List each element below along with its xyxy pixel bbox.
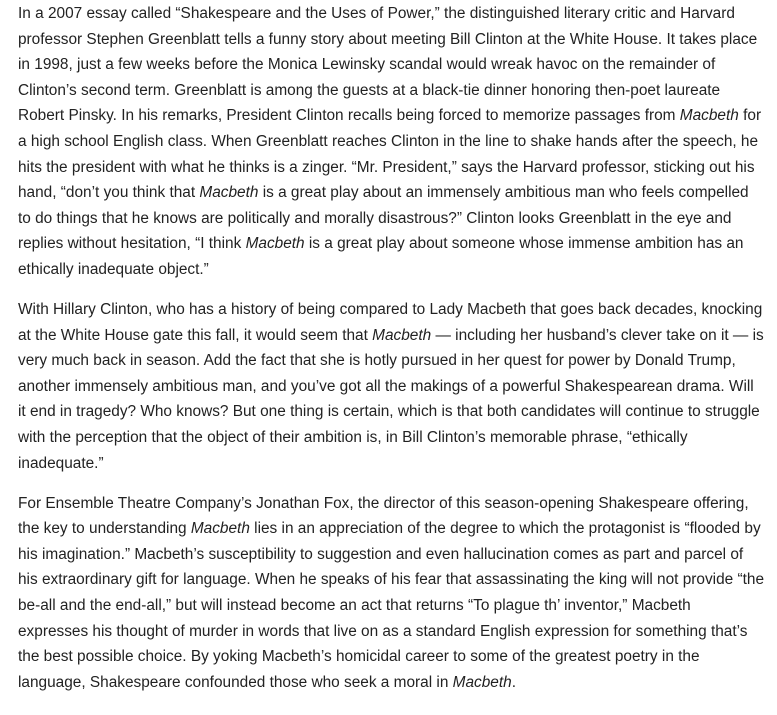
play-title-italic: Macbeth (452, 673, 512, 691)
text-run: — including her husband’s clever take on it — is very much back in season. Add the fact that she is hotly pursued in her quest for power by Donald Trump, another immensely ambitious man, and you’ve got all the makings of a powerful Shakespearean drama. Will it end in tragedy? Who knows? But one thing is certain, which is that both candidates will continue to struggle with the perception that the object of their ambition is, in Bill Clinton’s memorable phrase, “ethically inadequate.” (18, 326, 764, 472)
play-title-italic: Macbeth (372, 326, 432, 344)
article-paragraph-2 (18, 297, 765, 476)
text-run: In a 2007 essay called “Shakespeare and the Uses of Power,” the distinguished literary critic and Harvard professor Stephen Greenblatt tells a funny story about meeting Bill Clinton at the White House. It takes place in 1998, just a few weeks before the Monica Lewinsky scandal would wreak havoc on the remainder of Clinton’s second term. Greenblatt is among the guests at a black-tie dinner honoring then-poet laureate Robert Pinsky. In his remarks, President Clinton recalls being forced to memorize passages from (18, 5, 758, 125)
text-run: . (511, 673, 516, 691)
text-run: is a great play about an immensely ambitious man who feels compelled to do things that he knows are politically and morally disastrous?” Clinton looks Greenblatt in the eye and replies without hesitation, “I think (18, 184, 749, 253)
play-title-italic: Macbeth (199, 184, 259, 202)
article-paragraph-1 (18, 1, 765, 283)
play-title-italic: Macbeth (245, 235, 305, 253)
text-run: lies in an appreciation of the degree to which the protagonist is “flooded by his imagination.” Macbeth’s susceptibility to suggestion and even hallucination comes as part and parcel of his extraordinary gift for language. When he speaks of his fear that assassinating the king will not provide “the be-all and the end-all,” but will instead become an act that returns “To plague th’ inventor,” Macbeth expresses his thought of murder in words that live on as a standard English expression for something that’s the best possible choice. By yoking Macbeth’s homicidal career to some of the greatest poetry in the language, Shakespeare confounded those who seek a moral in (18, 520, 765, 691)
text-run: For Ensemble Theatre Company’s Jonathan Fox, the director of this season-opening Shakespeare offering, the key to understanding (18, 494, 749, 538)
text-run: for a high school English class. When Greenblatt reaches Clinton in the line to shake hands after the speech, he hits the president with what he thinks is a zinger. “Mr. President,” says the Harvard professor, sticking out his hand, “don’t you think that (18, 107, 762, 202)
article-paragraph-3 (18, 491, 765, 696)
play-title-italic: Macbeth (679, 107, 739, 125)
text-run: With Hillary Clinton, who has a history of being compared to Lady Macbeth that goes back decades, knocking at the White House gate this fall, it would seem that (18, 301, 763, 344)
play-title-italic: Macbeth (190, 520, 250, 538)
article-body (0, 1, 777, 695)
text-run: is a great play about someone whose immense ambition has an ethically inadequate object.” (18, 235, 744, 278)
